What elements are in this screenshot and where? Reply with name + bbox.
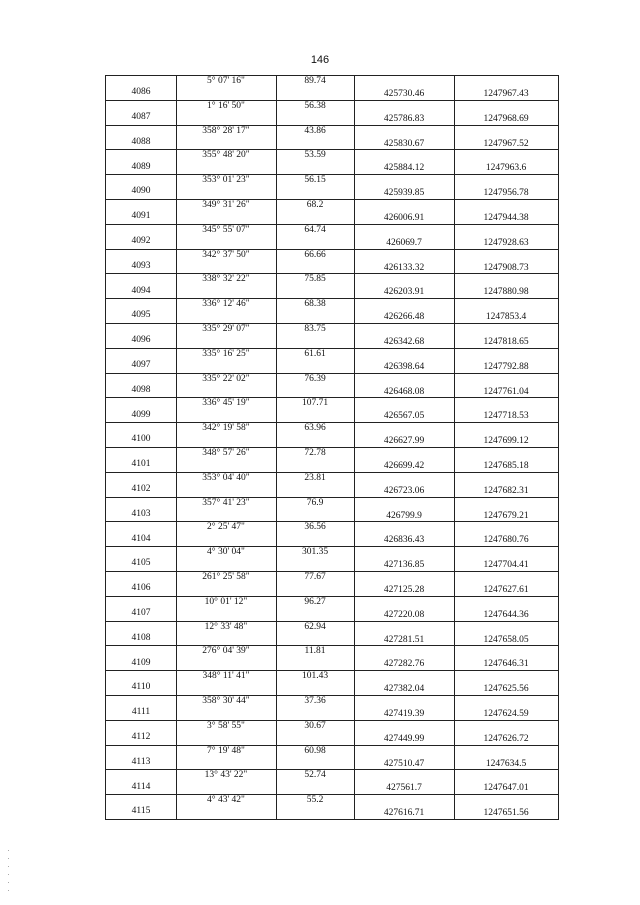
distance-cell: 62.94 <box>304 621 326 632</box>
bearing-cell: 355° 48' 20" <box>202 150 250 161</box>
station-cell: 4111 <box>131 707 151 718</box>
easting-cell: 1247928.63 <box>483 237 529 248</box>
station-cell: 4100 <box>131 434 151 445</box>
easting-cell: 1247627.61 <box>483 584 529 595</box>
distance-cell: 55.2 <box>306 795 324 806</box>
easting-cell: 1247624.59 <box>483 708 529 719</box>
easting-cell: 1247685.18 <box>483 460 529 471</box>
distance-cell: 68.38 <box>304 299 326 310</box>
bearing-cell: 357° 41' 23" <box>202 497 250 508</box>
northing-cell: 427382.04 <box>383 684 425 695</box>
bearing-cell: 276° 04' 39" <box>202 646 250 657</box>
table-row <box>106 150 558 175</box>
northing-cell: 425730.46 <box>383 89 425 99</box>
northing-cell: 427136.85 <box>383 560 425 571</box>
easting-cell: 1247704.41 <box>483 560 529 571</box>
distance-cell: 23.81 <box>304 472 326 483</box>
table-row <box>106 101 558 126</box>
table-row <box>106 597 558 622</box>
northing-cell: 426699.42 <box>383 460 425 471</box>
table-row <box>106 398 558 423</box>
bearing-cell: 13° 43' 22" <box>204 770 248 781</box>
northing-cell: 426567.05 <box>383 411 425 422</box>
northing-cell: 426723.06 <box>383 485 425 496</box>
bearing-cell: 353° 04' 40" <box>202 472 250 483</box>
distance-cell: 64.74 <box>304 224 326 235</box>
northing-cell: 427510.47 <box>383 758 425 769</box>
table-row <box>106 671 558 696</box>
northing-cell: 425939.85 <box>383 188 425 199</box>
easting-cell: 1247944.38 <box>483 212 529 223</box>
bearing-cell: 335° 22' 02" <box>202 373 250 384</box>
easting-cell: 1247967.52 <box>483 138 529 149</box>
table-row <box>106 76 558 101</box>
station-cell: 4098 <box>131 384 151 395</box>
distance-cell: 101.43 <box>301 671 329 682</box>
easting-cell: 1247646.31 <box>483 659 529 670</box>
northing-cell: 426069.7 <box>386 237 422 248</box>
easting-cell: 1247908.73 <box>483 262 529 273</box>
table-row <box>106 423 558 448</box>
bearing-cell: 336° 12' 46" <box>202 299 250 310</box>
easting-cell: 1247679.21 <box>483 510 529 521</box>
station-cell: 4104 <box>131 533 151 544</box>
northing-cell: 427449.99 <box>383 733 425 744</box>
easting-cell: 1247853.4 <box>485 312 527 323</box>
table-row <box>106 349 558 374</box>
bearing-cell: 345° 55' 07" <box>202 224 250 235</box>
northing-cell: 426342.68 <box>383 336 425 347</box>
distance-cell: 60.98 <box>304 745 326 756</box>
northing-cell: 425884.12 <box>383 163 425 174</box>
station-cell: 4114 <box>131 781 151 792</box>
easting-cell: 1247680.76 <box>483 535 529 546</box>
distance-cell: 66.66 <box>304 249 326 260</box>
northing-cell: 427125.28 <box>383 584 425 595</box>
distance-cell: 37.36 <box>304 695 326 706</box>
bearing-cell: 261° 25' 58" <box>202 571 250 582</box>
northing-cell: 425786.83 <box>383 113 425 124</box>
distance-cell: 36.56 <box>304 522 326 533</box>
easting-cell: 1247658.05 <box>483 634 529 645</box>
distance-cell: 56.15 <box>304 175 326 186</box>
station-cell: 4092 <box>131 236 151 247</box>
station-cell: 4102 <box>131 484 151 495</box>
northing-cell: 427282.76 <box>383 659 425 670</box>
table-row <box>106 646 558 671</box>
station-cell: 4108 <box>131 632 151 643</box>
station-cell: 4095 <box>131 310 151 321</box>
bearing-cell: 342° 19' 58" <box>202 423 250 434</box>
northing-cell: 427220.08 <box>383 609 425 620</box>
page-number: 146 <box>310 54 330 66</box>
easting-cell: 1247644.36 <box>483 609 529 620</box>
bearing-cell: 335° 16' 25" <box>202 348 250 359</box>
distance-cell: 68.2 <box>306 199 324 210</box>
northing-cell: 427419.39 <box>383 708 425 719</box>
distance-cell: 83.75 <box>304 323 326 334</box>
easting-cell: 1247682.31 <box>483 485 529 496</box>
table-row <box>106 324 558 349</box>
station-cell: 4096 <box>131 335 151 346</box>
table-row <box>106 175 558 200</box>
bearing-cell: 4° 30' 04" <box>207 547 245 558</box>
easting-cell: 1247647.01 <box>483 783 529 794</box>
easting-cell: 1247761.04 <box>483 386 529 397</box>
table-row <box>106 126 558 151</box>
northing-cell: 426006.91 <box>383 212 425 223</box>
easting-cell: 1247956.78 <box>483 188 529 199</box>
northing-cell: 426836.43 <box>383 535 425 546</box>
station-cell: 4106 <box>131 583 151 594</box>
table-row <box>106 522 558 547</box>
bearing-cell: 12° 33' 48" <box>204 621 248 632</box>
table-row <box>106 374 558 399</box>
station-cell: 4115 <box>131 806 151 817</box>
northing-cell: 427561.7 <box>386 783 422 794</box>
bearing-cell: 3° 58' 55" <box>207 720 245 731</box>
station-cell: 4101 <box>131 459 151 470</box>
table-row <box>106 200 558 225</box>
scan-margin-dots <box>8 850 10 898</box>
station-cell: 4088 <box>131 136 151 147</box>
table-row <box>106 746 558 771</box>
easting-cell: 1247651.56 <box>483 808 529 819</box>
table-row <box>106 572 558 597</box>
bearing-cell: 358° 30' 44" <box>202 695 250 706</box>
northing-cell: 426398.64 <box>383 361 425 372</box>
table-row <box>106 274 558 299</box>
station-cell: 4091 <box>131 211 151 222</box>
distance-cell: 61.61 <box>304 348 326 359</box>
distance-cell: 63.96 <box>304 423 326 434</box>
northing-cell: 426627.99 <box>383 436 425 447</box>
station-cell: 4089 <box>131 161 151 172</box>
easting-cell: 1247625.56 <box>483 684 529 695</box>
station-cell: 4097 <box>131 360 151 371</box>
distance-cell: 11.81 <box>304 646 326 657</box>
table-row <box>106 473 558 498</box>
easting-cell: 1247634.5 <box>485 758 527 769</box>
station-cell: 4103 <box>131 508 151 519</box>
distance-cell: 43.86 <box>304 125 326 136</box>
distance-cell: 76.9 <box>306 497 324 508</box>
table-row <box>106 299 558 324</box>
station-cell: 4086 <box>131 87 151 98</box>
table-row <box>106 547 558 572</box>
survey-table <box>105 75 559 820</box>
distance-cell: 301.35 <box>301 547 329 558</box>
bearing-cell: 358° 28' 17" <box>202 125 250 136</box>
bearing-cell: 348° 57' 26" <box>202 447 250 458</box>
station-cell: 4110 <box>131 682 151 693</box>
bearing-cell: 2° 25' 47" <box>207 522 245 533</box>
station-cell: 4087 <box>131 112 151 123</box>
distance-cell: 75.85 <box>304 274 326 285</box>
distance-cell: 96.27 <box>304 596 326 607</box>
bearing-cell: 10° 01' 12" <box>204 596 248 607</box>
northing-cell: 426203.91 <box>383 287 425 298</box>
bearing-cell: 5° 07' 16" <box>207 76 245 86</box>
northing-cell: 425830.67 <box>383 138 425 149</box>
table-row <box>106 225 558 250</box>
northing-cell: 426266.48 <box>383 312 425 323</box>
station-cell: 4093 <box>131 260 151 271</box>
easting-cell: 1247818.65 <box>483 336 529 347</box>
northing-cell: 426799.9 <box>386 510 422 521</box>
bearing-cell: 7° 19' 48" <box>207 745 245 756</box>
table-row <box>106 448 558 473</box>
easting-cell: 1247968.69 <box>483 113 529 124</box>
table-row <box>106 696 558 721</box>
table-row <box>106 721 558 746</box>
station-cell: 4113 <box>131 756 151 767</box>
easting-cell: 1247792.88 <box>483 361 529 372</box>
distance-cell: 77.67 <box>304 571 326 582</box>
table-row <box>106 498 558 523</box>
easting-cell: 1247963.6 <box>485 163 527 174</box>
station-cell: 4094 <box>131 285 151 296</box>
northing-cell: 427281.51 <box>383 634 425 645</box>
bearing-cell: 1° 16' 50" <box>207 100 245 111</box>
distance-cell: 72.78 <box>304 447 326 458</box>
station-cell: 4090 <box>131 186 151 197</box>
table-row <box>106 795 558 820</box>
bearing-cell: 353° 01' 23" <box>202 175 250 186</box>
bearing-cell: 336° 45' 19" <box>202 398 250 409</box>
easting-cell: 1247967.43 <box>483 89 529 99</box>
northing-cell: 427616.71 <box>383 808 425 819</box>
station-cell: 4099 <box>131 409 151 420</box>
distance-cell: 56.38 <box>304 100 326 111</box>
bearing-cell: 348° 11' 41" <box>202 671 250 682</box>
table-row <box>106 770 558 795</box>
station-cell: 4105 <box>131 558 151 569</box>
easting-cell: 1247880.98 <box>483 287 529 298</box>
station-cell: 4112 <box>131 732 151 743</box>
easting-cell: 1247699.12 <box>483 436 529 447</box>
bearing-cell: 335° 29' 07" <box>202 323 250 334</box>
bearing-cell: 342° 37' 50" <box>202 249 250 260</box>
distance-cell: 107.71 <box>301 398 329 409</box>
station-cell: 4109 <box>131 657 151 668</box>
northing-cell: 426133.32 <box>383 262 425 273</box>
bearing-cell: 338° 32' 22" <box>202 274 250 285</box>
distance-cell: 30.67 <box>304 720 326 731</box>
table-row <box>106 622 558 647</box>
bearing-cell: 4° 43' 42" <box>207 795 245 806</box>
bearing-cell: 349° 31' 26" <box>202 199 250 210</box>
easting-cell: 1247718.53 <box>483 411 529 422</box>
distance-cell: 53.59 <box>304 150 326 161</box>
distance-cell: 89.74 <box>304 76 326 86</box>
table-row <box>106 250 558 275</box>
northing-cell: 426468.08 <box>383 386 425 397</box>
station-cell: 4107 <box>131 608 151 619</box>
easting-cell: 1247626.72 <box>483 733 529 744</box>
distance-cell: 52.74 <box>304 770 326 781</box>
distance-cell: 76.39 <box>304 373 326 384</box>
